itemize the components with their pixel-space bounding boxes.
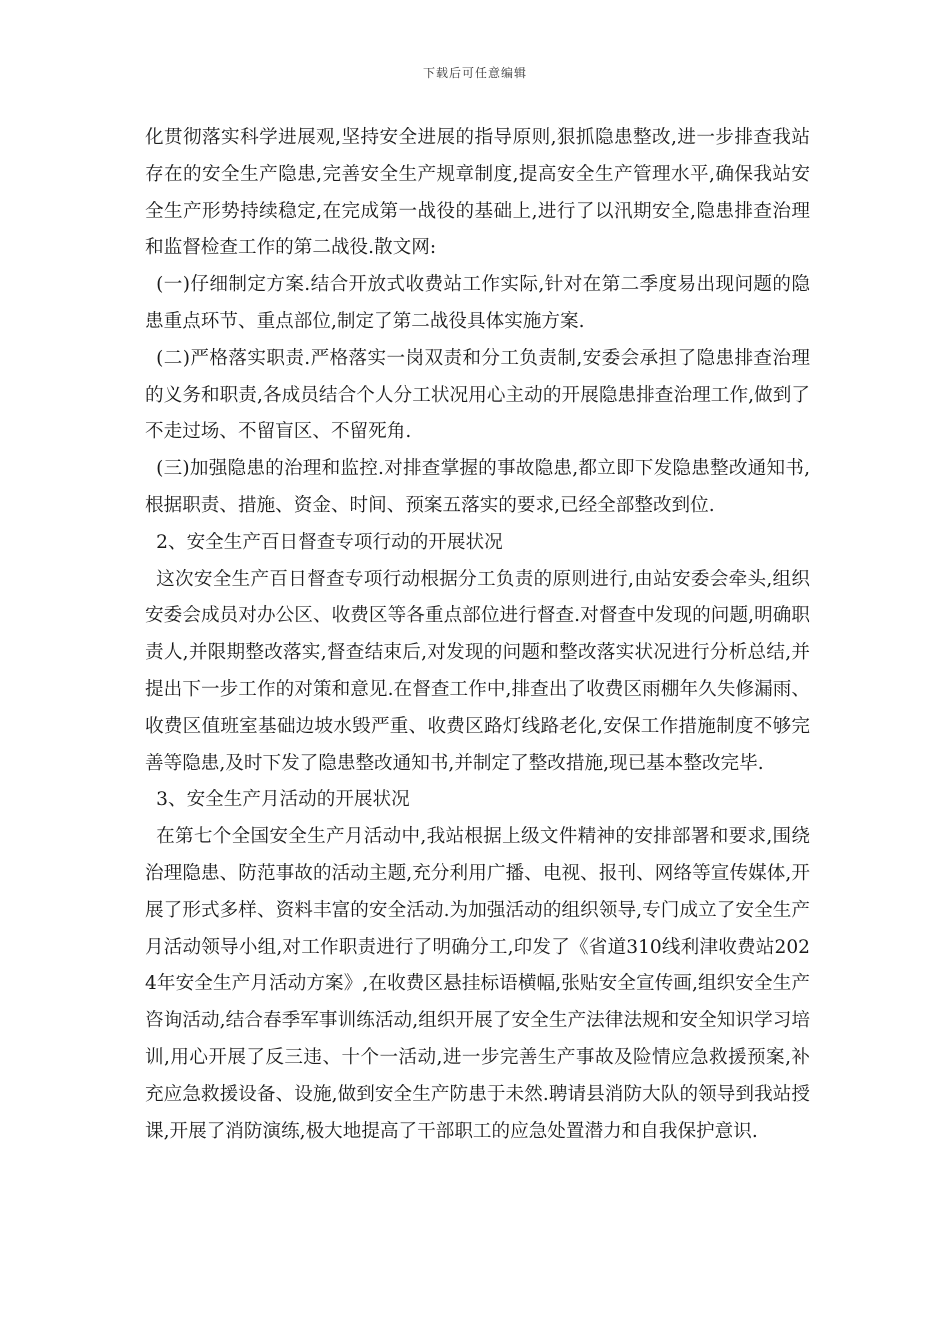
paragraph-item-2: (二)严格落实职责.严格落实一岗双责和分工负责制,安委会承担了隐患排查治理的义务和职责,各成员结合个人分工状况用心主动的开展隐患排查治理工作,做到了不走过场、不留盲区、不留死角. [145, 347, 810, 443]
paragraph-section-2: 这次安全生产百日督查专项行动根据分工负责的原则进行,由站安委会牵头,组织安委会成员对办公区、收费区等各重点部位进行督查.对督查中发现的问题,明确职责人,并限期整改落实,督查结束后,对发现的问题和整改落实状况进行分析总结,并提出下一步工作的对策和意见.在督查工作中,排查出了收费区雨棚年久失修漏雨、收费区值班室基础边坡水毁严重、收费区路灯线路老化,安保工作措施制度不够完善等隐患,及时下发了隐患整改通知书,并制定了整改措施,现已基本整改完毕. [145, 568, 810, 774]
section-heading-3: 3、安全生产月活动的开展状况 [156, 789, 410, 811]
page-header: 下载后可任意编辑 [422, 66, 527, 80]
section-heading-2: 2、安全生产百日督查专项行动的开展状况 [156, 531, 503, 553]
paragraph-item-3: (三)加强隐患的治理和监控.对排查掌握的事故隐患,都立即下发隐患整改通知书,根据职责、措施、资金、时间、预案五落实的要求,已经全部整改到位. [145, 458, 810, 516]
paragraph-section-3: 在第七个全国安全生产月活动中,我站根据上级文件精神的安排部署和要求,围绕治理隐患、防范事故的活动主题,充分利用广播、电视、报刊、网络等宣传媒体,开展了形式多样、资料丰富的安全活动.为加强活动的组织领导,专门成立了安全生产月活动领导小组,对工作职责进行了明确分工,印发了《省道310线利津收费站2024年安全生产月活动方案》,在收费区悬挂标语横幅,张贴安全宣传画,组织安全生产咨询活动,结合春季军事训练活动,组织开展了安全生产法律法规和安全知识学习培训,用心开展了反三违、十个一活动,进一步完善生产事故及险情应急救援预案,补充应急救援设备、设施,做到安全生产防患于未然.聘请县消防大队的领导到我站授课,开展了消防演练,极大地提高了干部职工的应急处置潜力和自我保护意识. [145, 826, 810, 1142]
paragraph-intro: 化贯彻落实科学进展观,坚持安全进展的指导原则,狠抓隐患整改,进一步排查我站存在的安全生产隐患,完善安全生产规章制度,提高安全生产管理水平,确保我站安全生产形势持续稳定,在完成第一战役的基础上,进行了以汛期安全,隐患排查治理和监督检查工作的第二战役.散文网: [145, 127, 810, 259]
document-body [145, 120, 810, 1150]
paragraph-item-1: (一)仔细制定方案.结合开放式收费站工作实际,针对在第二季度易出现问题的隐患重点环节、重点部位,制定了第二战役具体实施方案. [145, 274, 810, 332]
